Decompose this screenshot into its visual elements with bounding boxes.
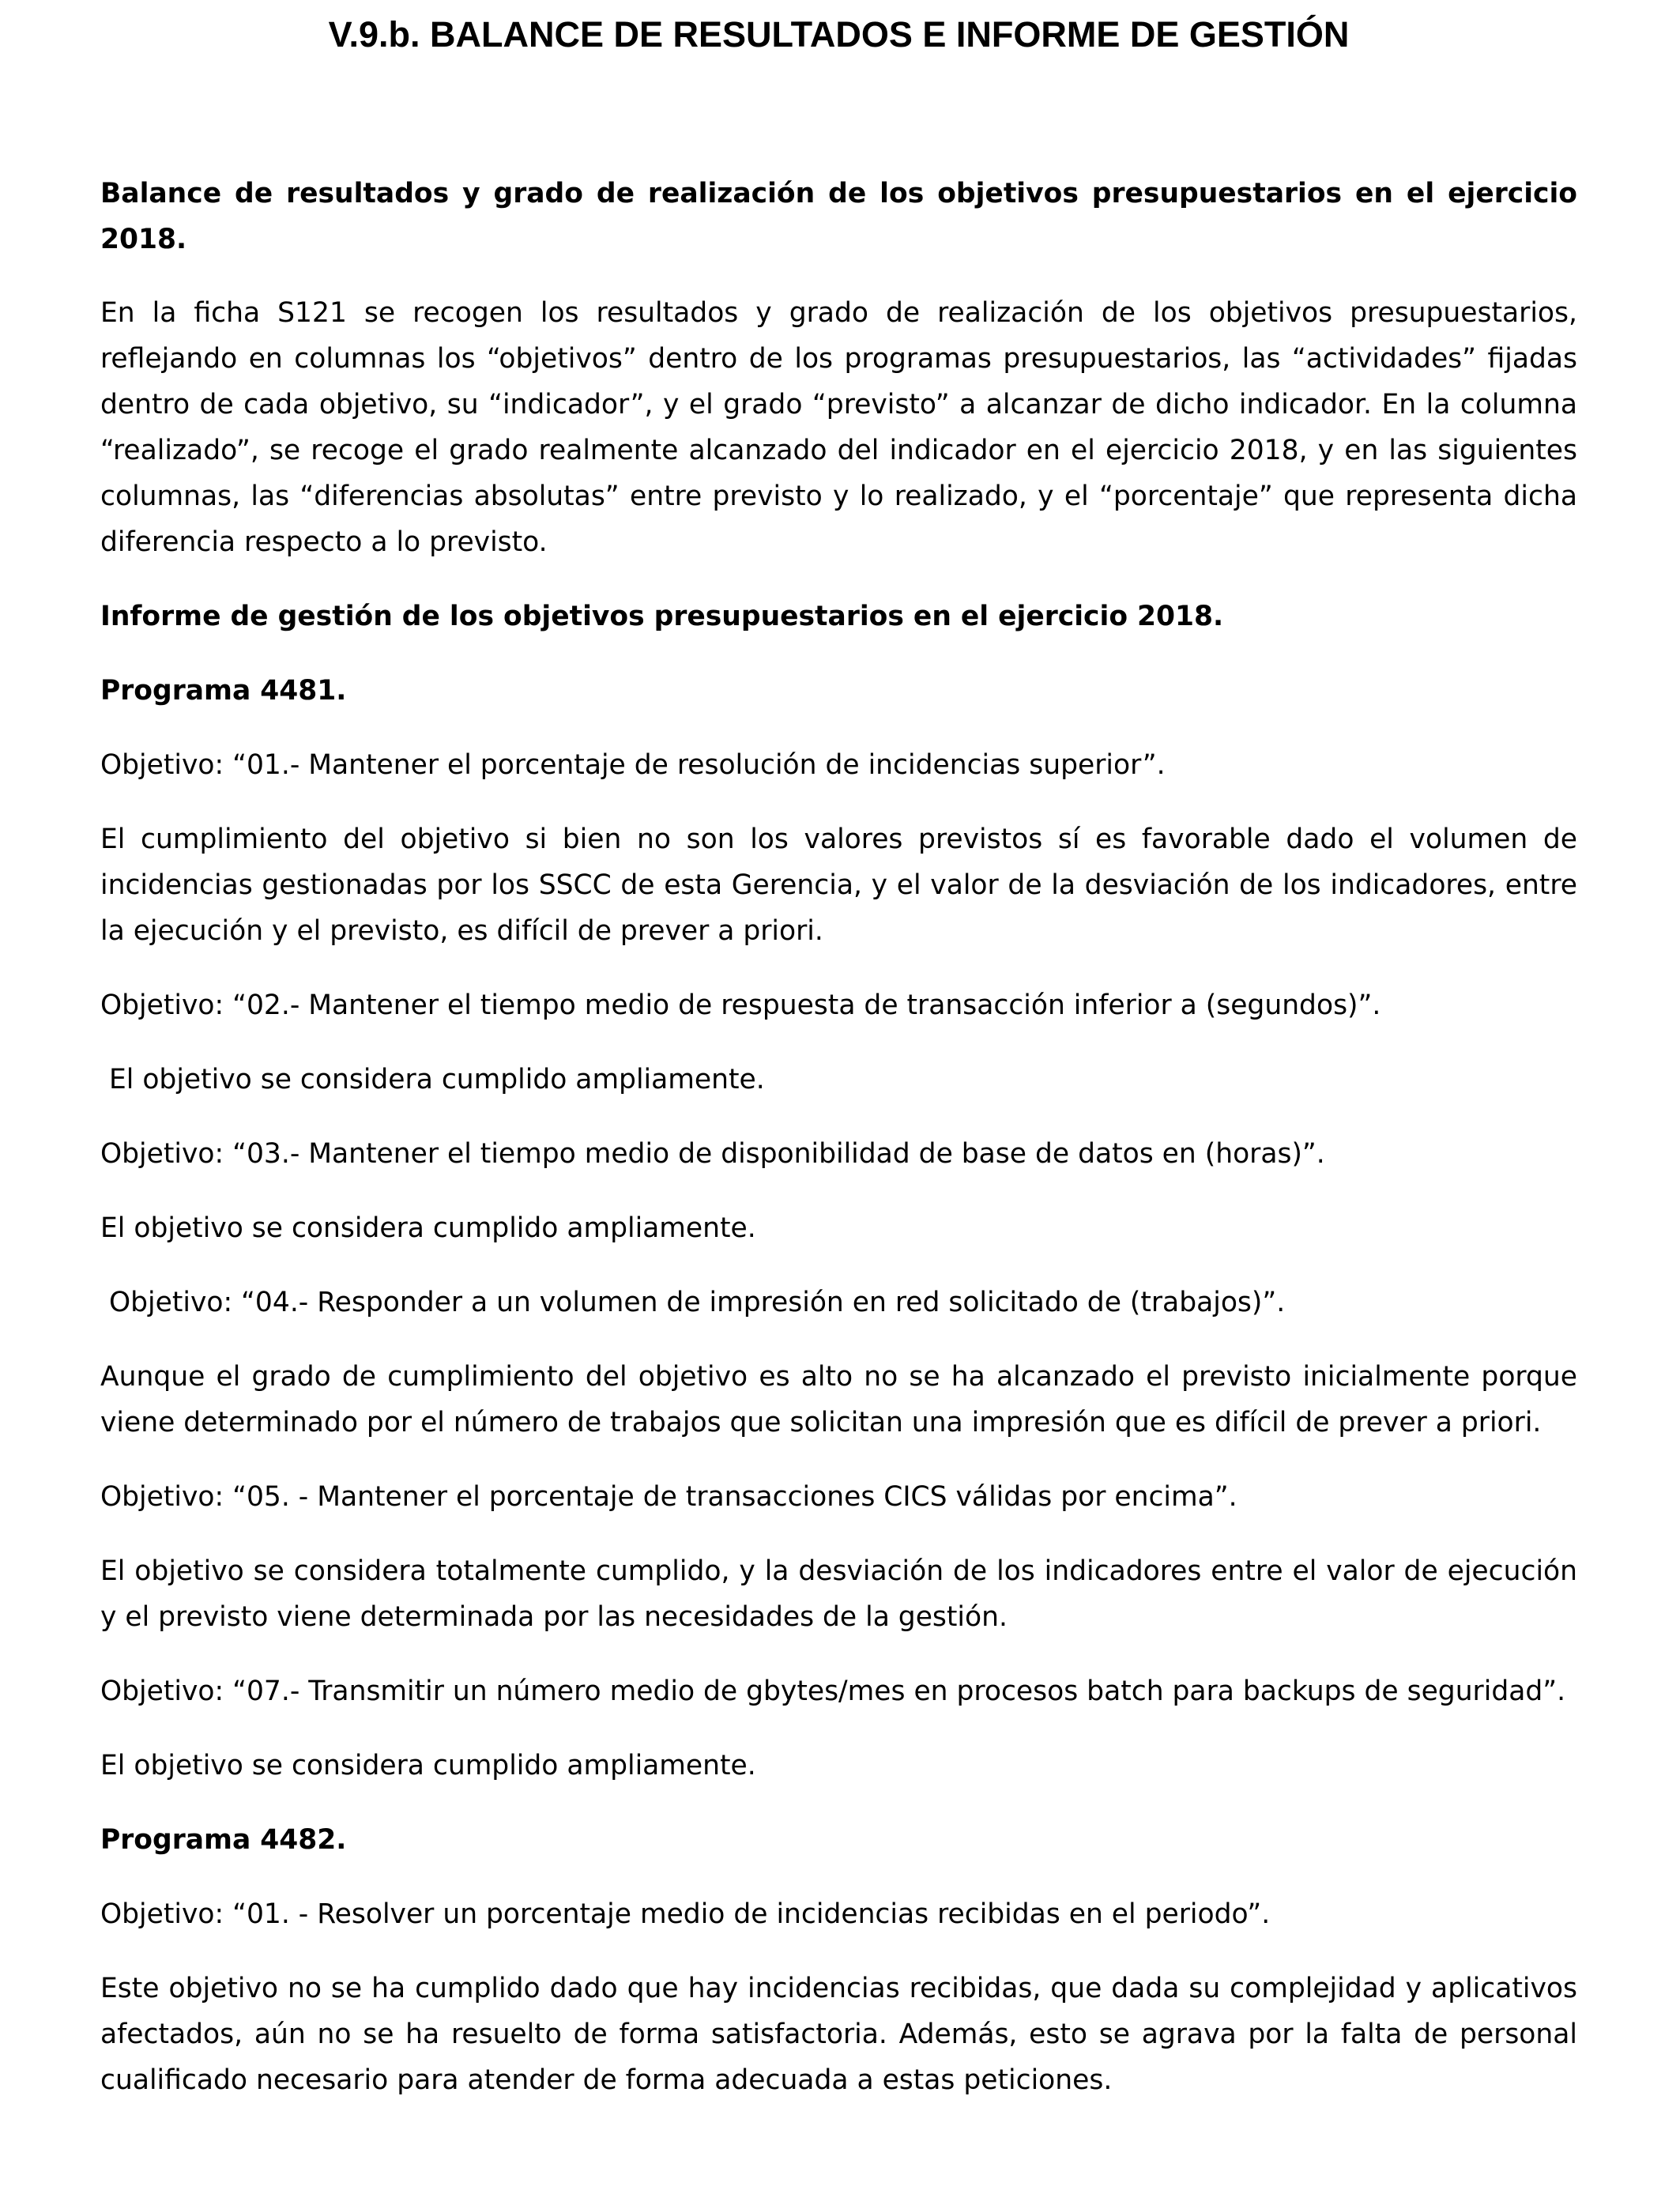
paragraph-4481-04: Aunque el grado de cumplimiento del objetivo es alto no se ha alcanzado el previsto inicialmente porque viene determinado por el número de trabajos que solicitan una impresión que es difícil de prever a priori. <box>100 1361 1577 1438</box>
paragraph-4481-05: El objetivo se considera totalmente cumplido, y la desviación de los indicadores entre el valor de ejecución y el previsto viene determinada por las necesidades de la gestión. <box>100 1555 1577 1633</box>
program-heading-4482: Programa 4482. <box>100 1824 347 1856</box>
document-body <box>100 171 1577 2103</box>
paragraph-4482-01: Este objetivo no se ha cumplido dado que hay incidencias recibidas, que dada su complejidad y aplicativos afectados, aún no se ha resuelto de forma satisfactoria. Además, esto se agrava por la falta de personal cualificado necesario para atender de forma adecuada a estas peticiones. <box>100 1973 1577 2096</box>
paragraph-4481-01: El cumplimiento del objetivo si bien no son los valores previstos sí es favorable dado el volumen de incidencias gestionadas por los SSCC de esta Gerencia, y el valor de la desviación de los indicadores, entre la ejecución y el previsto, es difícil de prever a priori. <box>100 824 1577 947</box>
objective-4481-01: Objetivo: “01.- Mantener el porcentaje de resolución de incidencias superior”. <box>100 749 1166 781</box>
program-heading-4481: Programa 4481. <box>100 675 347 707</box>
objective-4481-07: Objetivo: “07.- Transmitir un número medio de gbytes/mes en procesos batch para backups de seguridad”. <box>100 1676 1566 1707</box>
objective-4481-02: Objetivo: “02.- Mantener el tiempo medio de respuesta de transacción inferior a (segundos)”. <box>100 990 1381 1021</box>
objective-4481-05: Objetivo: “05. - Mantener el porcentaje de transacciones CICS válidas por encima”. <box>100 1481 1237 1513</box>
section-heading-informe: Informe de gestión de los objetivos presupuestarios en el ejercicio 2018. <box>100 601 1224 632</box>
objective-4481-04: Objetivo: “04.- Responder a un volumen de impresión en red solicitado de (trabajos)”. <box>100 1287 1286 1318</box>
paragraph-4481-03: El objetivo se considera cumplido ampliamente. <box>100 1212 756 1244</box>
section-heading-balance: Balance de resultados y grado de realización de los objetivos presupuestarios en el ejercicio 2018. <box>100 178 1577 255</box>
paragraph-ficha-s121: En la ficha S121 se recogen los resultados y grado de realización de los objetivos presupuestarios, reflejando en columnas los “objetivos” dentro de los programas presupuestarios, las “actividades” fijadas dentro de cada objetivo, su “indicador”, y el grado “previsto” a alcanzar de dicho indicador. En la columna “realizado”, se recoge el grado realmente alcanzado del indicador en el ejercicio 2018, y en las siguientes columnas, las “diferencias absolutas” entre previsto y lo realizado, y el “porcentaje” que representa dicha diferencia respecto a lo previsto. <box>100 297 1577 558</box>
document-title: V.9.b. BALANCE DE RESULTADOS E INFORME DE GESTIÓN <box>328 14 1350 55</box>
paragraph-4481-02: El objetivo se considera cumplido ampliamente. <box>100 1064 765 1095</box>
objective-4482-01: Objetivo: “01. - Resolver un porcentaje medio de incidencias recibidas en el periodo”. <box>100 1898 1271 1930</box>
objective-4481-03: Objetivo: “03.- Mantener el tiempo medio de disponibilidad de base de datos en (horas)”. <box>100 1138 1325 1170</box>
paragraph-4481-07: El objetivo se considera cumplido ampliamente. <box>100 1750 756 1781</box>
